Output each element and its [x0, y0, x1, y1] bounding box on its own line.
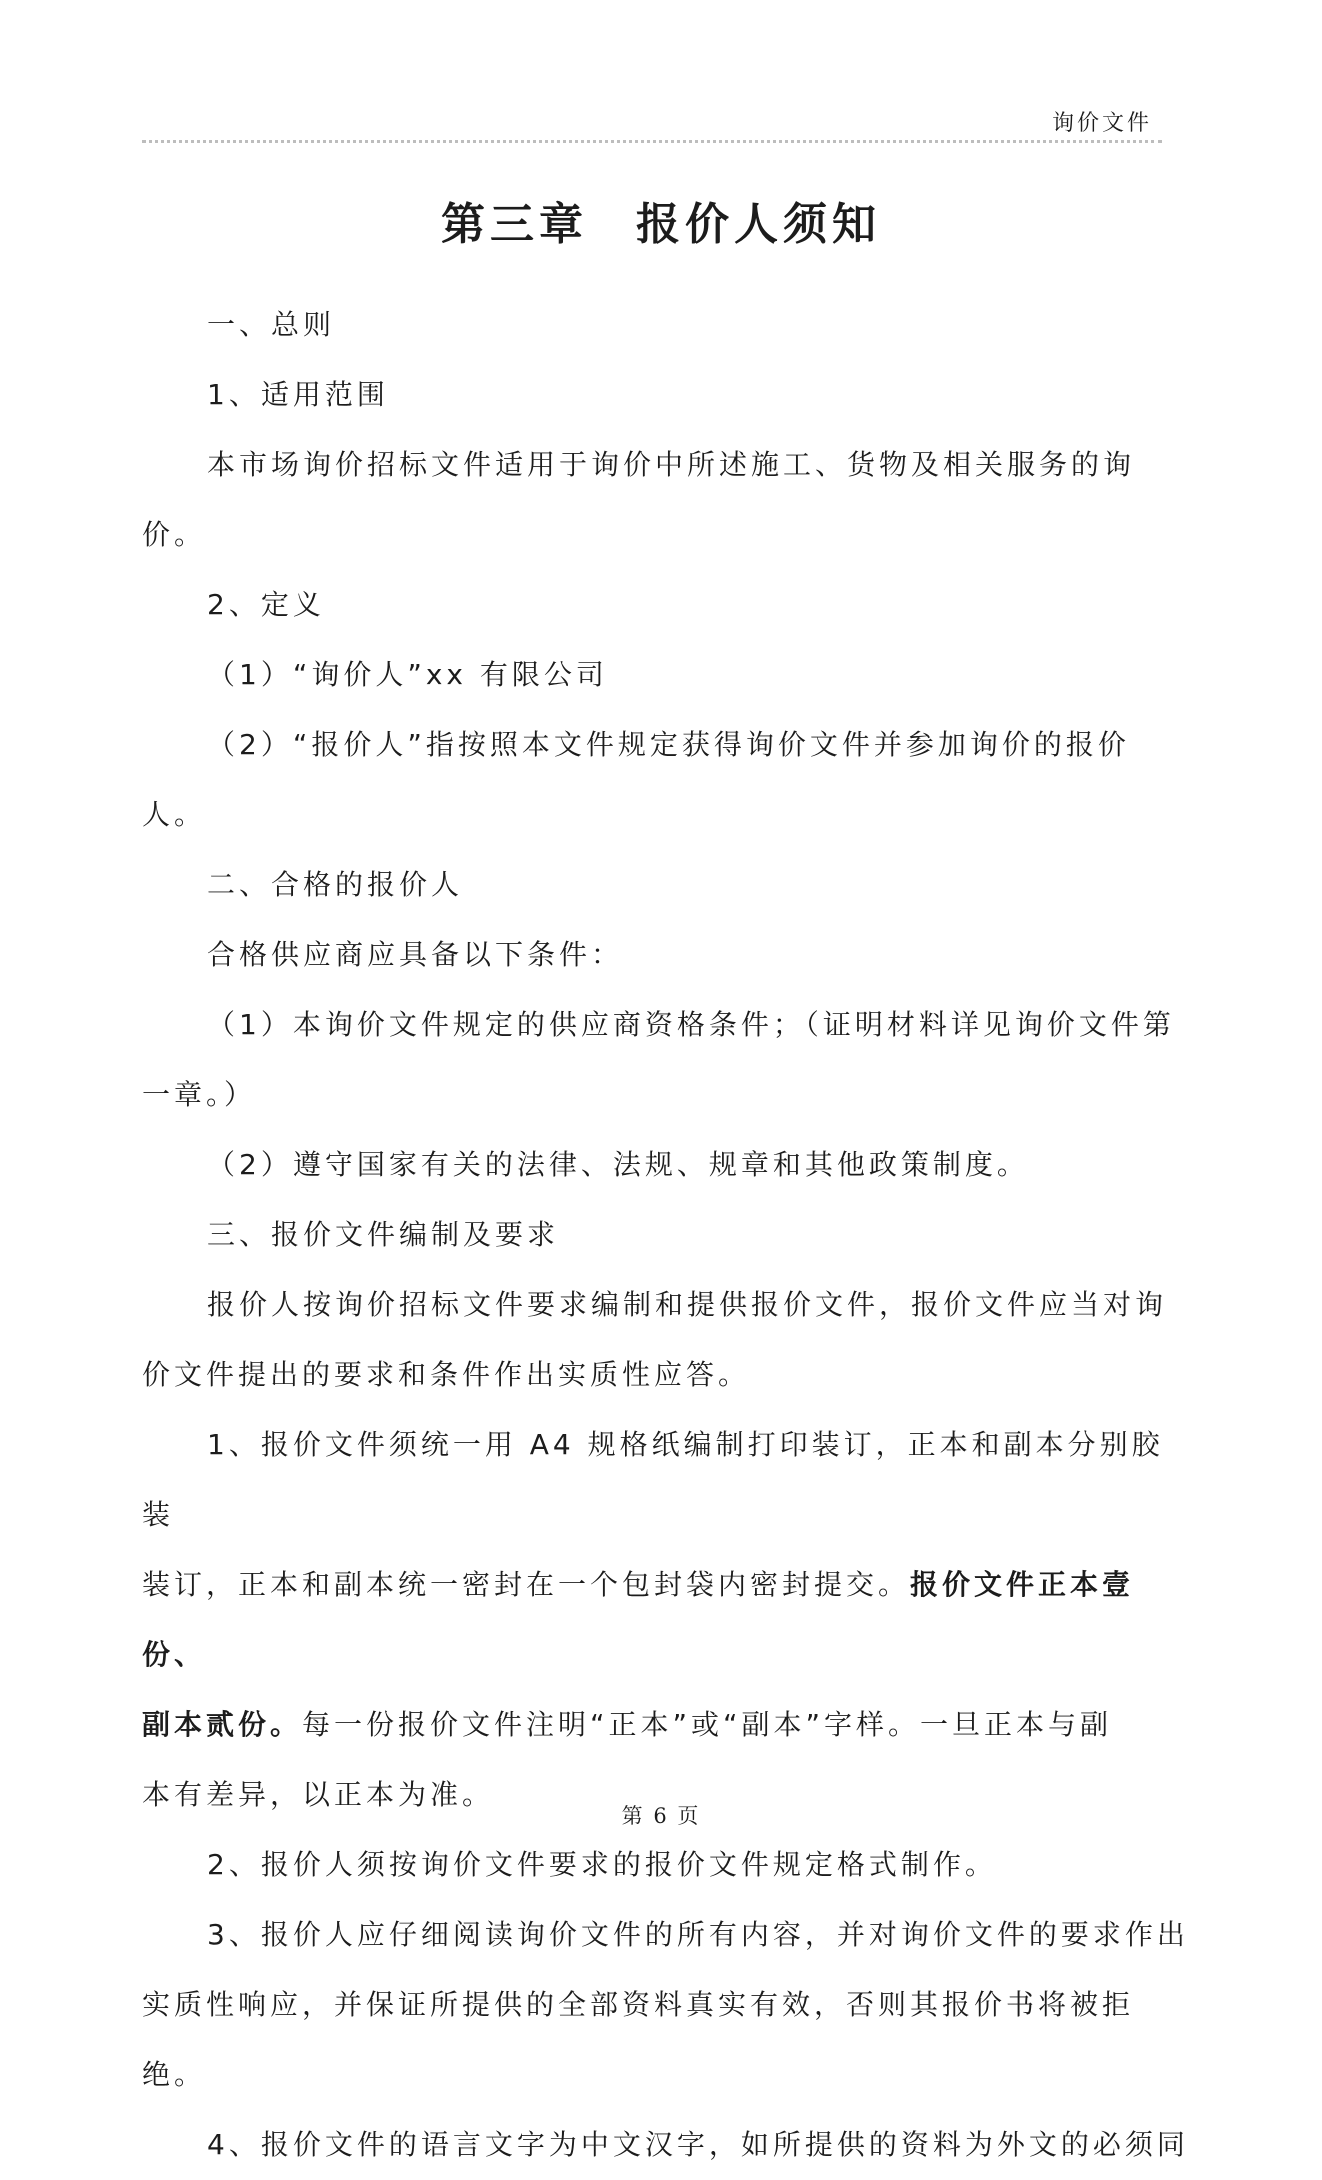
requirement-item: 4、报价文件的语言文字为中文汉字，如所提供的资料为外文的必须同: [207, 2128, 1189, 2161]
requirement-item-continuation: [142, 1690, 1192, 1760]
condition-item-continuation: 一章。）: [142, 1078, 257, 1111]
requirement-text: 装订，正本和副本统一密封在一个包封袋内密封提交。: [142, 1568, 911, 1601]
paragraph-continuation: 价文件提出的要求和条件作出实质性应答。: [142, 1358, 751, 1391]
header-title: 询价文件: [1051, 111, 1152, 136]
requirement-item: 3、报价人应仔细阅读询价文件的所有内容，并对询价文件的要求作出: [207, 1918, 1189, 1951]
subsection-heading: 2、定义: [207, 588, 325, 621]
subsection-heading: 1、适用范围: [207, 378, 389, 411]
section-heading: 二、合格的报价人: [207, 868, 464, 901]
requirement-emphasis: 报价文件正本壹份、: [142, 1568, 1135, 1671]
chapter-title: [0, 188, 1322, 252]
paragraph: 本市场询价招标文件适用于询价中所述施工、货物及相关服务的询价。: [142, 448, 1136, 551]
requirement-item-continuation: 本有差异，以正本为准。: [142, 1778, 495, 1811]
requirement-item: 1、报价文件须统一用 A4 规格纸编制打印装订，正本和副本分别胶装: [142, 1428, 1164, 1531]
paragraph: 报价人按询价招标文件要求编制和提供报价文件，报价文件应当对询: [207, 1288, 1168, 1321]
requirement-emphasis: 副本贰份。: [142, 1708, 303, 1741]
page-number: 第 6 页: [621, 1804, 701, 1828]
requirement-item-continuation: [142, 1550, 1192, 1690]
document-body: [142, 290, 1192, 2180]
header-divider: [142, 140, 1162, 143]
definition-item: （1）“询价人”xx 有限公司: [207, 658, 608, 691]
definition-item: （2）“报价人”指按照本文件规定获得询价文件并参加询价的报价人。: [142, 728, 1130, 831]
section-heading: 三、报价文件编制及要求: [207, 1218, 560, 1251]
paragraph: 合格供应商应具备以下条件：: [207, 938, 624, 971]
condition-item: （2）遵守国家有关的法律、法规、规章和其他政策制度。: [207, 1148, 1029, 1181]
chapter-name: 报价人须知: [636, 199, 881, 250]
requirement-item: 2、报价人须按询价文件要求的报价文件规定格式制作。: [207, 1848, 997, 1881]
chapter-number: 第三章: [441, 199, 588, 250]
condition-item: （1）本询价文件规定的供应商资格条件；（证明材料详见询价文件第: [207, 1008, 1175, 1041]
requirement-text: 每一份报价文件注明“正本”或“副本”字样。一旦正本与副: [302, 1708, 1113, 1741]
requirement-item-continuation: 实质性响应，并保证所提供的全部资料真实有效，否则其报价书将被拒绝。: [142, 1988, 1135, 2091]
section-heading: 一、总则: [207, 308, 336, 341]
